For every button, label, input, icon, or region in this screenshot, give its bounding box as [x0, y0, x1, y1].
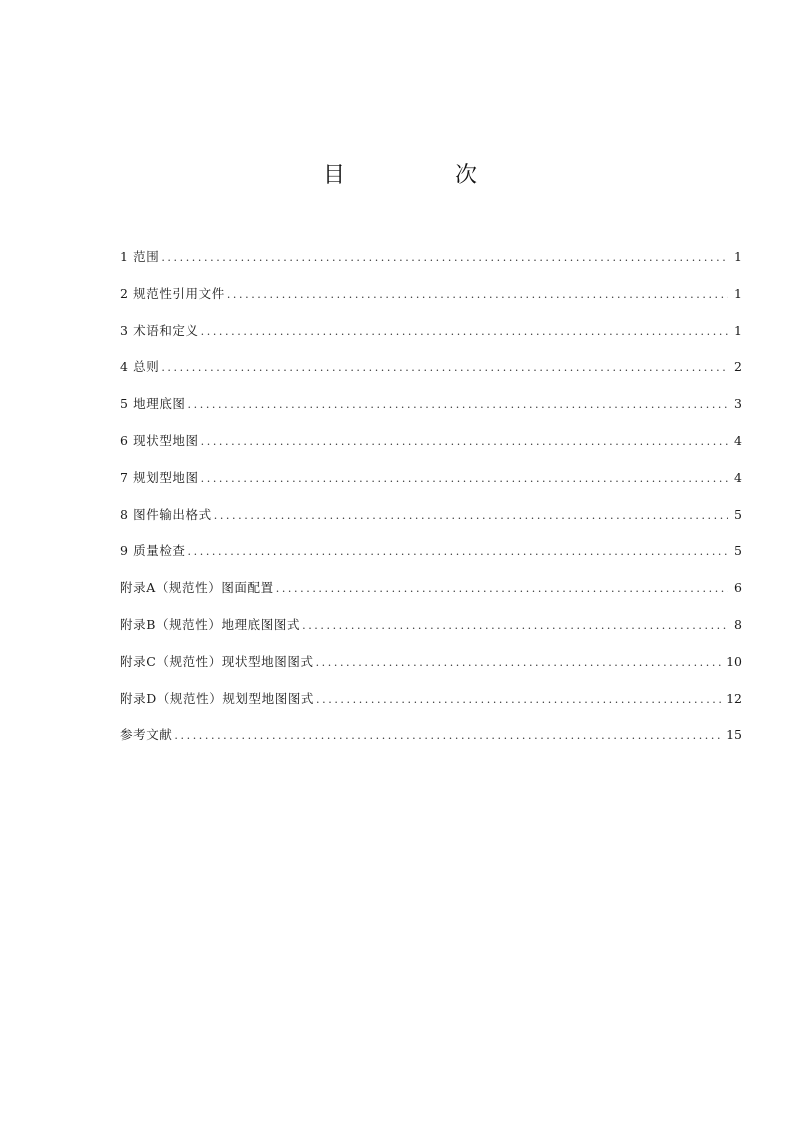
toc-entry-page: 1 [734, 249, 742, 264]
toc-entry-scope[interactable] [120, 246, 742, 283]
toc-entry-label: 4 总则 [120, 359, 160, 375]
toc-entry-base-map[interactable] [120, 393, 742, 430]
toc-entry-appendix-a[interactable] [120, 577, 742, 614]
toc-entry-appendix-c[interactable] [120, 651, 742, 688]
toc-entry-page: 1 [734, 322, 742, 338]
toc-entry-label: 参考文献 [120, 727, 173, 743]
toc-entry-label: 7 规划型地图 [120, 469, 199, 485]
toc-entry-label: 1 范围 [120, 249, 160, 264]
toc-entry-appendix-b[interactable] [120, 614, 742, 651]
toc-entry-label: 附录D（规范性）规划型地图图式 [120, 690, 315, 706]
toc-entry-bibliography[interactable] [120, 724, 742, 761]
toc-entry-status-map[interactable] [120, 430, 742, 467]
toc-entry-normative-references[interactable] [120, 283, 742, 320]
toc-entry-page: 5 [734, 543, 742, 559]
toc-entry-page: 4 [734, 469, 742, 485]
toc-leader-dots [201, 321, 728, 343]
toc-leader-dots [316, 652, 723, 674]
toc-leader-dots [161, 247, 728, 269]
toc-entry-appendix-d[interactable] [120, 688, 742, 725]
toc-leader-dots [161, 357, 728, 379]
toc-leader-dots [316, 689, 722, 711]
toc-entry-label: 6 现状型地图 [120, 432, 199, 448]
toc-entry-label: 5 地理底图 [120, 396, 186, 412]
toc-entry-label: 8 图件输出格式 [120, 506, 212, 522]
toc-entry-label: 2 规范性引用文件 [120, 285, 225, 301]
table-of-contents [120, 246, 742, 761]
toc-entry-label: 9 质量检查 [120, 543, 186, 559]
toc-entry-page: 1 [734, 285, 742, 301]
toc-entry-terms-definitions[interactable] [120, 320, 742, 357]
toc-entry-label: 附录B（规范性）地理底图图式 [120, 616, 301, 632]
toc-leader-dots [276, 578, 728, 600]
toc-entry-page: 12 [726, 690, 742, 706]
page-title: 目 次 [322, 163, 521, 188]
toc-entry-page: 8 [734, 616, 742, 632]
toc-leader-dots [302, 615, 728, 637]
toc-entry-label: 3 术语和定义 [120, 322, 199, 338]
toc-entry-page: 5 [734, 506, 742, 522]
toc-leader-dots [188, 541, 728, 563]
toc-entry-general[interactable] [120, 356, 742, 393]
toc-entry-output-format[interactable] [120, 504, 742, 541]
toc-entry-label: 附录A（规范性）图面配置 [120, 580, 274, 596]
toc-entry-planning-map[interactable] [120, 467, 742, 504]
toc-leader-dots [227, 284, 728, 306]
toc-leader-dots [201, 431, 728, 453]
toc-entry-page: 6 [734, 580, 742, 596]
toc-leader-dots [174, 725, 722, 747]
toc-entry-page: 3 [734, 396, 742, 412]
toc-leader-dots [214, 505, 728, 527]
toc-entry-label: 附录C（规范性）现状型地图图式 [120, 653, 314, 669]
toc-entry-page: 4 [734, 432, 742, 448]
toc-entry-quality-check[interactable] [120, 540, 742, 577]
toc-leader-dots [201, 468, 728, 490]
toc-entry-page: 10 [726, 653, 742, 669]
toc-leader-dots [188, 394, 728, 416]
toc-entry-page: 2 [734, 359, 742, 375]
toc-entry-page: 15 [726, 727, 742, 743]
